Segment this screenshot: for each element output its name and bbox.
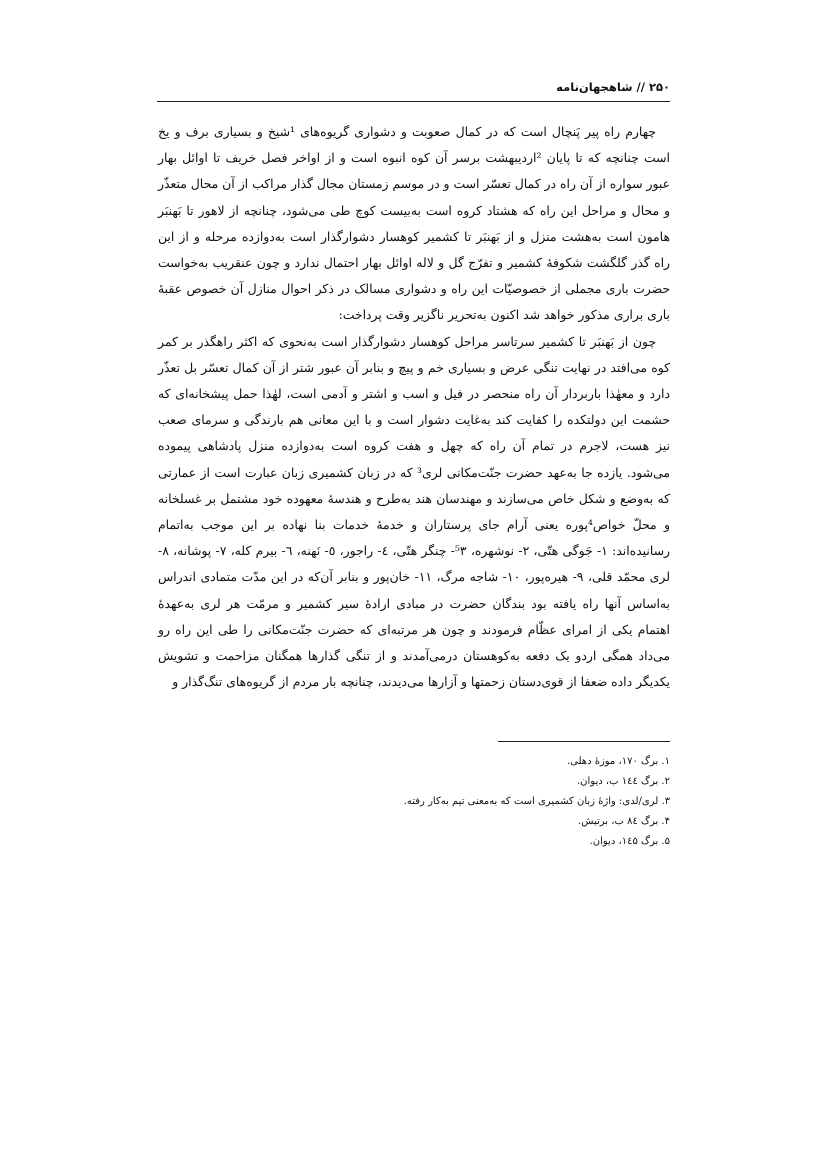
main-text (158, 119, 670, 695)
footnote-item: ۲. برگ ۱٤٤ ب، دیوان. (577, 776, 670, 787)
footnote-item: ۳. لری/لدی: واژهٔ زبان کشمیری است که به‌معنی تیم به‌کار رفته. (403, 796, 670, 807)
paragraph: چهارم راه پیر پَنچال است که در کمال صعوبت و دشواری گریوه‌های ¹شیخ و بسیاری برف و یخ است چنانچه که تا پایان ²اردیبهشت برسر آن کوه انبوه است و از اواخر فصل خریف تا اوائل بهار عبور سواره از آن راه در کمال تعسّر است و در موسم زمستان مجال گذار مراکب از آن محال متعذّر و محال و مراحل این راه که هشتاد کروه است به‌بیست کوچ طی می‌شود، چنانچه از لاهور تا بَهنبَر هامون است به‌هشت منزل و از بَهنبَر تا کشمیر کوهسار دشوارگذار است به‌دوازده مرحله و از این راه گذر گلگشت شکوفهٔ کشمیر و تفرّج گل و لاله اوائل بهار احتمال ندارد و چون عنقریب به‌خواست حضرت باری مجملی از خصوصیّات این راه و دشواری مسالک در ذکر احوال منازل آن خصوص عقبهٔ باری براری مذکور خواهد شد اکنون به‌تحریر ناگزیر وقت پرداخت: (158, 124, 671, 323)
footnote-item: ۴. برگ ۸٤ ب، برتیش. (578, 816, 670, 827)
header-rule (157, 101, 670, 102)
footnotes (300, 752, 670, 852)
footnote-item: ۵. برگ ۱٤۵، دیوان. (589, 836, 670, 847)
footnote-item: ۱. برگ ۱۷۰، موزهٔ دهلی. (566, 756, 670, 767)
footnote-rule (498, 741, 670, 742)
running-head-text: ۲۵۰ // شاهجهان‌نامه (556, 80, 670, 94)
running-head (160, 80, 670, 98)
paragraph: چون از بَهنبَر تا کشمیر سرتاسر مراحل کوهسار دشوارگذار است به‌نحوی که اکثر راهگذر بر کمر کوه می‌افتد در نهایت تنگی عرض و بسیاری خم و پیچ و بنابر آن عبور شتر از آن کمال تعسّر بل تعذّر دارد و معهٰذا باربردار آن راه منحصر در فیل و اسب و اشتر و آدمی است، لهٰذا حمل پیشخانه‌ای که حشمت این دولتکده را کفایت کند به‌غایت دشوار است و با این معانی هم بارندگی و سرمای صعب نیز هست، لاجرم در تمام آن راه که چهل و هفت کروه است به‌دوازده منزل پادشاهی پیموده می‌شود. یازده جا به‌عهد حضرت جنّت‌مکانی لری³ که در زبان کشمیری زبان عبارت است از عمارتی که به‌وضع و شکل خاص می‌سازند و مهندسان هند به‌طرح و هندسهٔ معهوده خود مشتمل بر غسلخانه و محلّ خواص⁴پوره یعنی آرام جای پرستاران و خدمهٔ خدمات بنا نهاده بر این موجب به‌اتمام رسانیده‌اند: ۱- جَوگی هتّی، ۲- نوشهره، ⁵۳- چنگر هتّی، ٤- راجور، ٥- نَهنه، ٦- بیرم کله، ۷- پوشانه، ۸- لری محمّد قلی، ۹- هیره‌پور، ۱۰- شاجه مرگ، ۱۱- خان‌پور و بنابر آن‌که در این مدّت متمادی اندراس به‌اساس آنها راه یافته بود بندگان حضرت در مبادی ارادهٔ سیر کشمیر و مرمّت هر لری به‌عهدهٔ اهتمام یکی از امرای عظّام فرمودند و چون هر مرتبه‌ای که حضرت جنّت‌مکانی را طی این راه رو می‌داد همگی اردو یک دفعه به‌کوهستان درمی‌آمدند و از تنگی گذارها همگنان مزاحمت و تشویش یکدیگر داده ضعفا از قوی‌دستان زحمتها و آزارها می‌دیدند، چنانچه بار مردم از گریوه‌های تنگ‌گذار و (158, 333, 671, 690)
